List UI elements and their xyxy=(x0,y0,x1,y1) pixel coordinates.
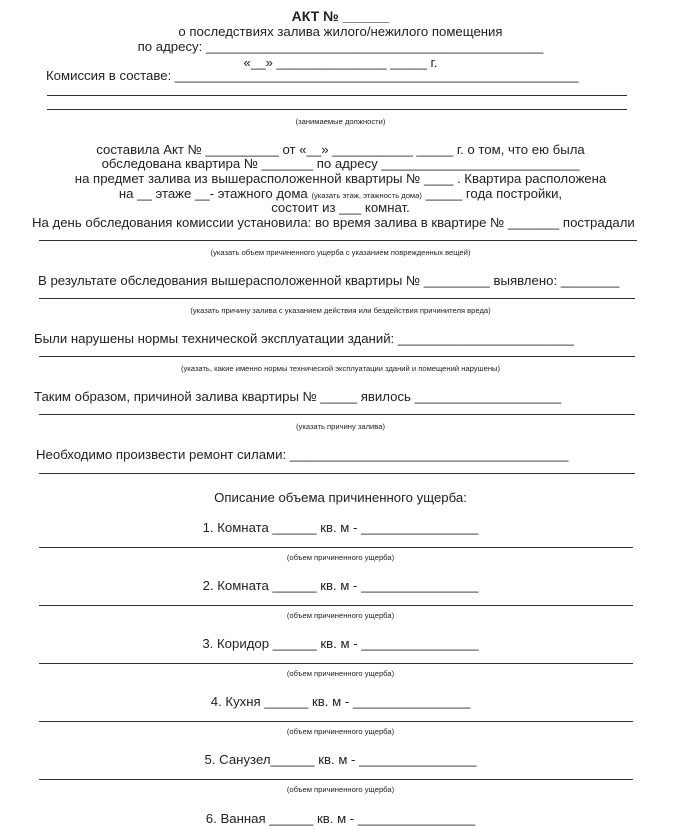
commission-field: Комиссия в составе: _______________________________________________________ xyxy=(46,68,579,83)
compiled-line: обследована квартира № _______ по адресу ___________________________ xyxy=(101,156,580,171)
year-field: _____ года постройки, xyxy=(425,186,563,201)
norms-field: Были нарушены нормы технической эксплуатации зданий: ________________________ xyxy=(34,331,574,346)
blank-line xyxy=(39,356,635,357)
blank-line xyxy=(39,663,633,664)
blank-line xyxy=(39,779,633,780)
act-title: АКТ № ______ xyxy=(291,8,390,24)
blank-line xyxy=(47,95,627,96)
blank-line xyxy=(39,721,633,722)
cause-caption: (указать причину залива с указанием действия или бездействия причинителя вреда) xyxy=(190,306,491,315)
blank-line xyxy=(39,240,637,241)
room-item: 5. Санузел______ кв. м - ________________ xyxy=(204,752,477,767)
room-caption: (объем причиненного ущерба) xyxy=(286,611,395,620)
room-item: 4. Кухня ______ кв. м - ________________ xyxy=(210,694,471,709)
reason-caption: (указать причину залива) xyxy=(296,422,385,431)
repair-field: Необходимо произвести ремонт силами: ______________________________________ xyxy=(36,447,569,462)
date-field: «__» _______________ _____ г. xyxy=(243,55,438,70)
room-caption: (объем причиненного ущерба) xyxy=(286,553,395,562)
room-item: 6. Ванная ______ кв. м - ________________ xyxy=(205,811,476,826)
compiled-line: составила Акт № __________ от «__» ___________ _____ г. о том, что ею была xyxy=(96,142,585,157)
blank-line xyxy=(39,414,635,415)
reason-field: Таким образом, причиной залива квартиры № _____ явилось ____________________ xyxy=(34,389,562,404)
floor-hint: (указать этаж, этажность дома) xyxy=(311,191,422,200)
address-field: по адресу: ______________________________________________ xyxy=(137,39,544,54)
room-caption: (объем причиненного ущерба) xyxy=(286,727,395,736)
room-item: 3. Коридор ______ кв. м - ________________ xyxy=(202,636,479,651)
damage-caption: (указать объем причиненного ущерба с указанием поврежденных вещей) xyxy=(210,248,471,257)
blank-line xyxy=(39,473,635,474)
inspection-field: На день обследования комиссии установила: во время залива в квартире № _______ пострадали xyxy=(32,215,635,230)
act-subtitle: о последствиях залива жилого/нежилого помещения xyxy=(178,24,503,39)
room-item: 2. Комната ______ кв. м - ________________ xyxy=(202,578,479,593)
room-caption: (объем причиненного ущерба) xyxy=(286,669,395,678)
upper-apartment-field: В результате обследования вышерасположенной квартиры № _________ выявлено: ________ xyxy=(38,273,620,288)
damage-heading: Описание объема причиненного ущерба: xyxy=(214,490,467,505)
floor-field: на __ этаже __- этажного дома xyxy=(118,186,308,201)
norms-caption: (указать, какие именно нормы технической эксплуатации зданий и помещений нарушены) xyxy=(180,364,501,373)
room-caption: (объем причиненного ущерба) xyxy=(286,785,395,794)
rooms-count-field: состоит из ___ комнат. xyxy=(271,200,410,215)
blank-line xyxy=(47,109,627,110)
blank-line xyxy=(39,298,635,299)
room-item: 1. Комната ______ кв. м - ________________ xyxy=(202,520,479,535)
compiled-line: на предмет залива из вышерасположенной квартиры № ____ . Квартира расположена xyxy=(74,171,607,186)
blank-line xyxy=(39,547,633,548)
blank-line xyxy=(39,605,633,606)
positions-caption: (занимаемые должности) xyxy=(295,117,386,126)
